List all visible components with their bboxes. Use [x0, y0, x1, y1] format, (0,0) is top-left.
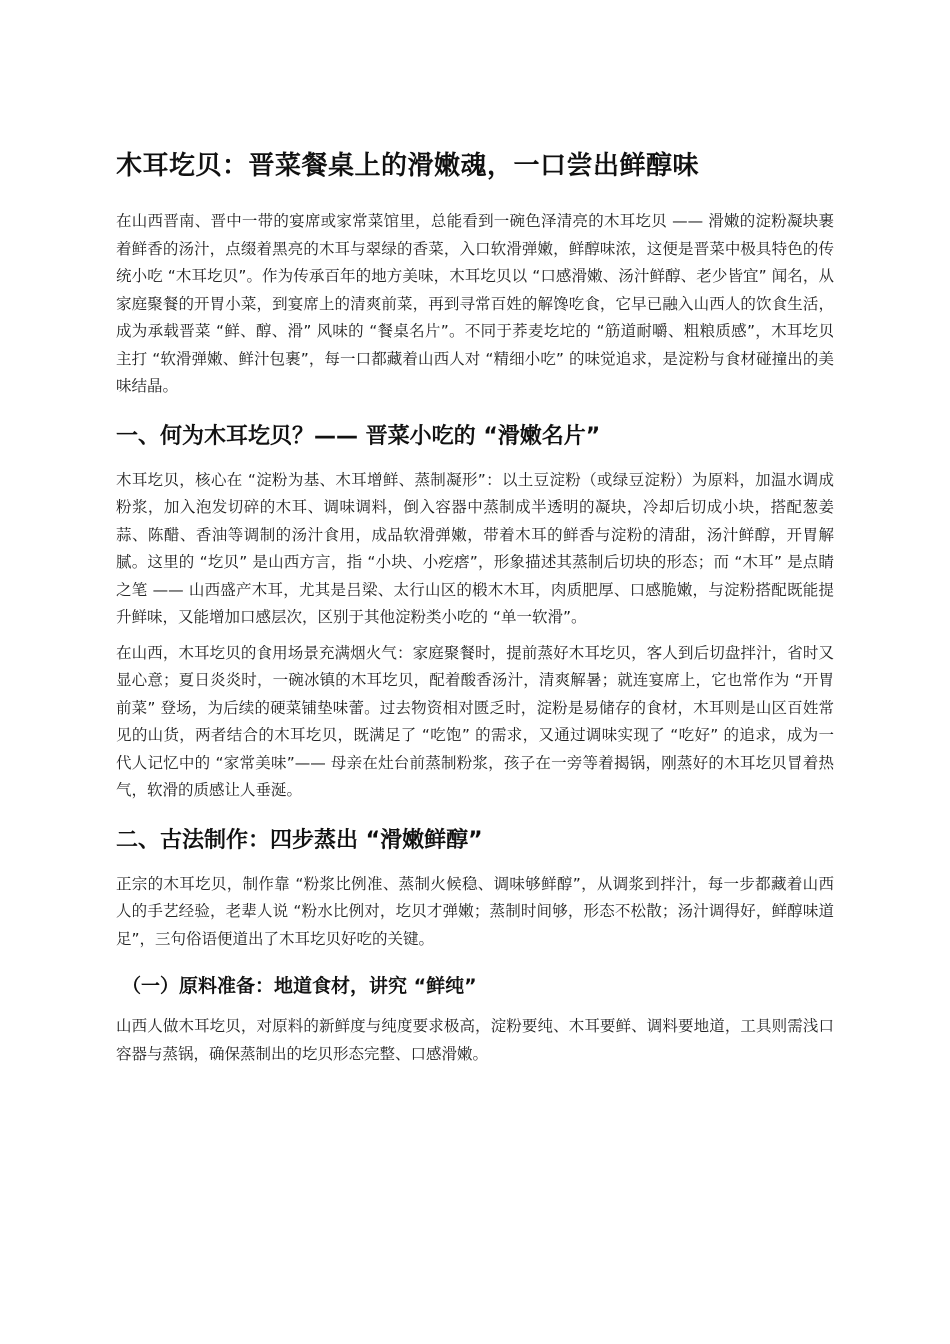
document-page — [116, 146, 834, 1076]
intro-paragraph: 在山西晋南、晋中一带的宴席或家常菜馆里，总能看到一碗色泽清亮的木耳圪贝 —— 滑嫩的淀粉凝块裹着鲜香的汤汁，点缀着黑亮的木耳与翠绿的香菜，入口软滑弹嫩，鲜醇味浓，这便是晋菜中极具特色的传统小吃 “木耳圪贝”。作为传承百年的地方美味，木耳圪贝以 “口感滑嫩、汤汁鲜醇、老少皆宜” 闻名，从家庭聚餐的开胃小菜，到宴席上的清爽前菜，再到寻常百姓的解馋吃食，它早已融入山西人的饮食生活，成为承载晋菜 “鲜、醇、滑” 风味的 “餐桌名片”。不同于荞麦圪坨的 “筋道耐嚼、粗粮质感”，木耳圪贝主打 “软滑弹嫩、鲜汁包裹”，每一口都藏着山西人对 “精细小吃” 的味觉追求，是淀粉与食材碰撞出的美味结晶。 — [116, 212, 834, 395]
section-2-paragraph-1: 正宗的木耳圪贝，制作靠 “粉浆比例准、蒸制火候稳、调味够鲜醇”，从调浆到拌汁，每一步都藏着山西人的手艺经验，老辈人说 “粉水比例对，圪贝才弹嫩；蒸制时间够，形态不松散；汤汁调得好，鲜醇味道足”，三句俗语便道出了木耳圪贝好吃的关键。 — [116, 874, 834, 948]
article-title: 木耳圪贝：晋菜餐桌上的滑嫩魂，一口尝出鲜醇味 — [116, 151, 700, 181]
section-1-paragraph-1: 木耳圪贝，核心在 “淀粉为基、木耳增鲜、蒸制凝形”：以土豆淀粉（或绿豆淀粉）为原料，加温水调成粉浆，加入泡发切碎的木耳、调味调料，倒入容器中蒸制成半透明的凝块，冷却后切成小块，搭配葱姜蒜、陈醋、香油等调制的汤汁食用，成品软滑弹嫩，带着木耳的鲜香与淀粉的清甜，汤汁鲜醇，开胃解腻。这里的 “圪贝” 是山西方言，指 “小块、小疙瘩”，形象描述其蒸制后切块的形态；而 “木耳” 是点睛之笔 —— 山西盛产木耳，尤其是吕梁、太行山区的椴木木耳，肉质肥厚、口感脆嫩，与淀粉搭配既能提升鲜味，又能增加口感层次，区别于其他淀粉类小吃的 “单一软滑”。 — [116, 470, 834, 626]
subsection-1-paragraph-1: 山西人做木耳圪贝，对原料的新鲜度与纯度要求极高，淀粉要纯、木耳要鲜、调料要地道，工具则需浅口容器与蒸锅，确保蒸制出的圪贝形态完整、口感滑嫩。 — [116, 1017, 834, 1063]
section-1-heading: 一、何为木耳圪贝？—— 晋菜小吃的 “滑嫩名片” — [116, 423, 601, 449]
section-1-paragraph-2: 在山西，木耳圪贝的食用场景充满烟火气：家庭聚餐时，提前蒸好木耳圪贝，客人到后切盘拌汁，省时又显心意；夏日炎炎时，一碗冰镇的木耳圪贝，配着酸香汤汁，清爽解暑；就连宴席上，它也常作为 “开胃前菜” 登场，为后续的硬菜铺垫味蕾。过去物资相对匮乏时，淀粉是易储存的食材，木耳则是山区百姓常见的山货，两者结合的木耳圪贝，既满足了 “吃饱” 的需求，又通过调味实现了 “吃好” 的追求，成为一代人记忆中的 “家常美味”—— 母亲在灶台前蒸制粉浆，孩子在一旁等着揭锅，刚蒸好的木耳圪贝冒着热气，软滑的质感让人垂涎。 — [116, 643, 834, 799]
subsection-1-heading: （一）原料准备：地道食材，讲究 “鲜纯” — [122, 975, 477, 997]
section-2-heading: 二、古法制作：四步蒸出 “滑嫩鲜醇” — [116, 827, 483, 853]
